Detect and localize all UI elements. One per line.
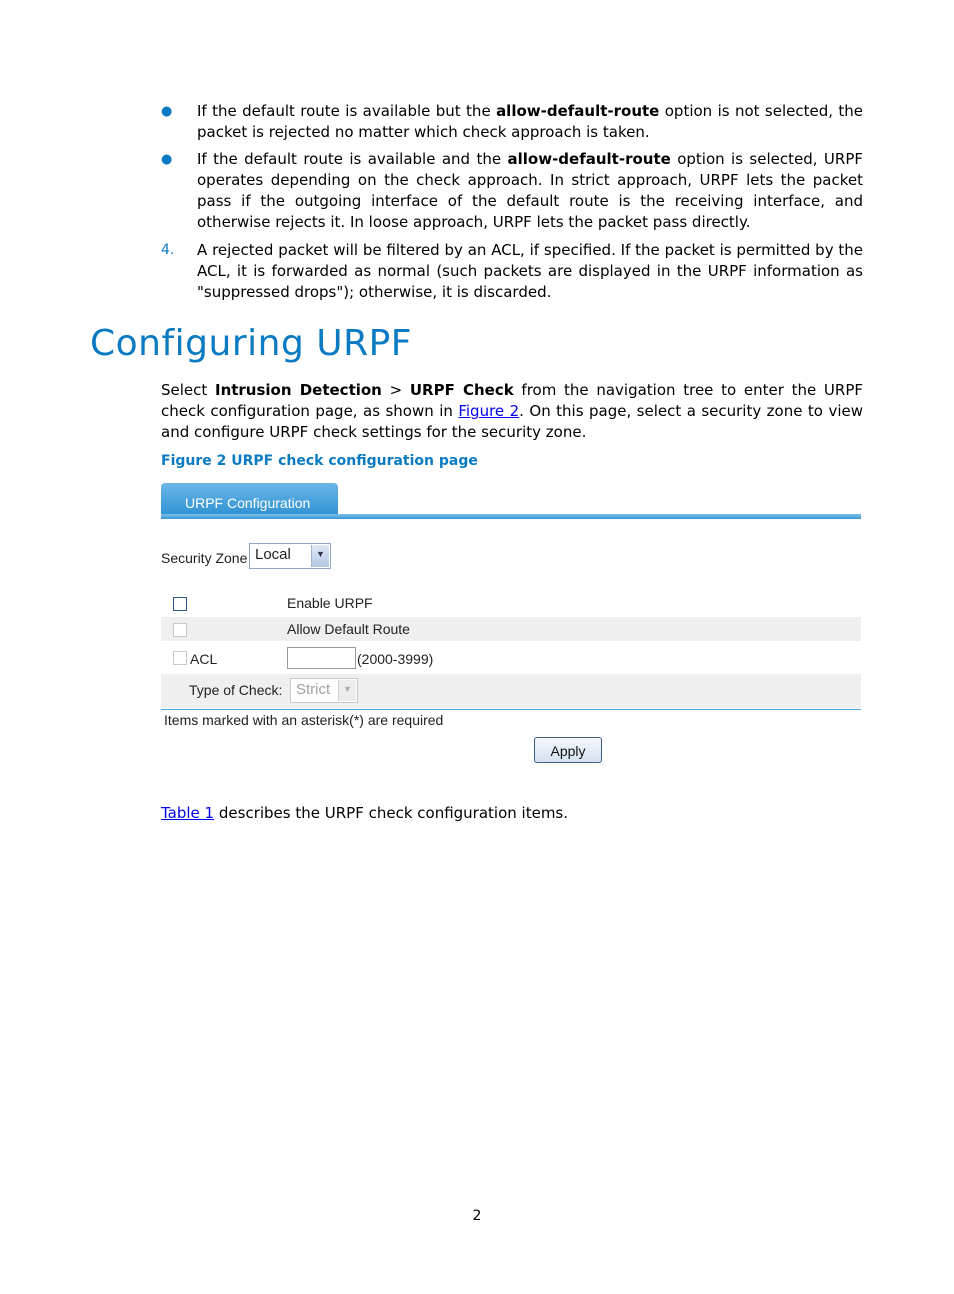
form-divider (161, 709, 861, 710)
page-number: 2 (472, 1208, 482, 1224)
tab-underline (161, 514, 861, 519)
security-zone-label: Security Zone (161, 550, 248, 566)
table-link[interactable]: Table 1 (161, 804, 215, 822)
intro-paragraph: Select Intrusion Detection > URPF Check from the navigation tree to enter the URPF check configuration page, as shown in Figure 2. On this page, select a security zone to view and configure URPF check settings for the security zone. (161, 381, 863, 441)
acl-label: ACL (190, 651, 218, 667)
acl-input[interactable] (287, 647, 356, 669)
enable-urpf-label: Enable URPF (287, 595, 373, 611)
enable-urpf-checkbox[interactable] (173, 597, 187, 611)
acl-checkbox[interactable] (173, 651, 187, 665)
apply-button[interactable]: Apply (534, 737, 602, 763)
tab-urpf-configuration[interactable]: URPF Configuration (161, 483, 338, 518)
allow-default-route-label: Allow Default Route (287, 621, 410, 637)
bullet-paragraph-1: If the default route is available but the allow-default-route option is not selected, the packet is rejected no matter which check approach is taken. (197, 102, 863, 141)
bold-term: allow-default-route (496, 102, 660, 120)
chevron-down-icon: ▼ (311, 545, 329, 567)
figure-link[interactable]: Figure 2 (458, 402, 520, 420)
bold-term: allow-default-route (507, 150, 671, 168)
security-zone-select[interactable]: Local ▼ (249, 543, 331, 569)
chevron-down-icon: ▼ (338, 680, 356, 701)
bullet-marker: ● (161, 152, 173, 167)
bullet-paragraph-2: If the default route is available and the allow-default-route option is selected, URPF operates depending on the check approach. In strict approach, URPF lets the packet pass if the outgoing interface of the default route is the receiving interface, and otherwise rejects it. In loose approach, URPF lets the packet pass directly. (197, 150, 863, 231)
step-4-paragraph: A rejected packet will be filtered by an ACL, if specified. If the packet is permitted by the ACL, it is forwarded as normal (such packets are displayed in the URPF information as "suppressed drops"); otherwise, it is discarded. (197, 241, 863, 301)
allow-default-route-row (161, 617, 861, 641)
section-heading: Configuring URPF (90, 323, 413, 364)
step-number: 4. (161, 242, 175, 258)
figure-caption: Figure 2 URPF check configuration page (161, 453, 478, 469)
acl-range-hint: (2000-3999) (357, 651, 434, 667)
type-of-check-label: Type of Check: (189, 682, 283, 698)
table-reference-sentence: Table 1 describes the URPF check configuration items. (161, 804, 569, 822)
required-note: Items marked with an asterisk(*) are required (164, 712, 444, 728)
allow-default-route-checkbox[interactable] (173, 623, 187, 637)
bullet-marker: ● (161, 104, 173, 119)
type-of-check-select[interactable]: Strict ▼ (290, 678, 358, 703)
